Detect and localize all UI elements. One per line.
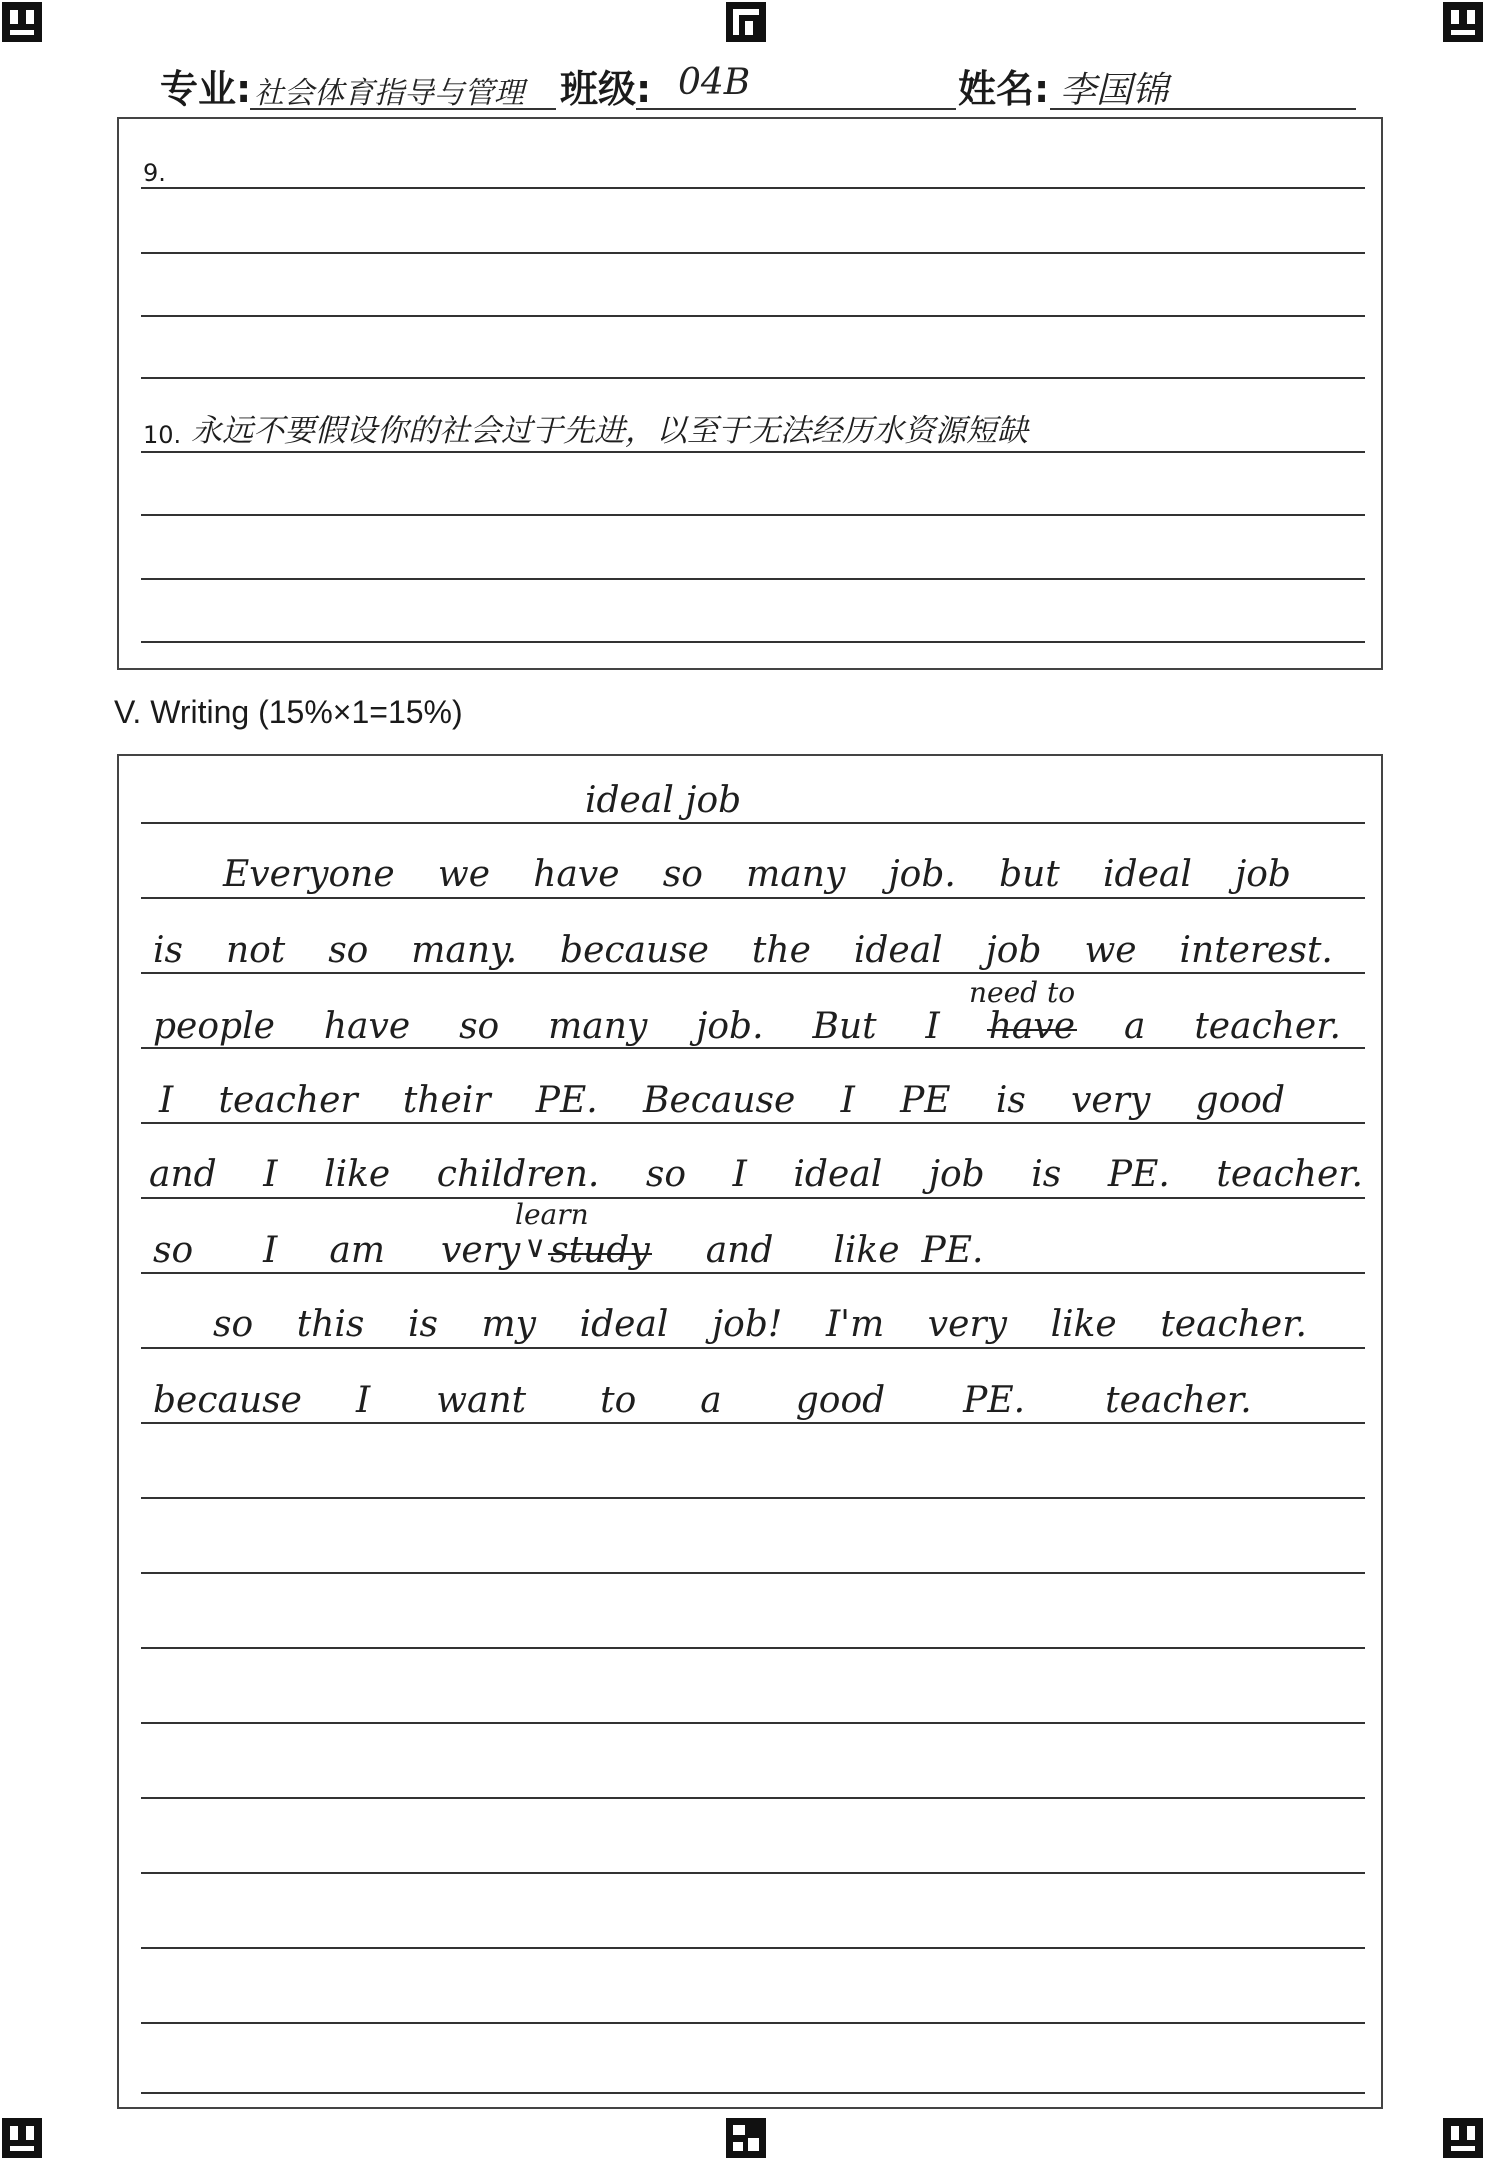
essay-word: because [560, 930, 709, 971]
answer-line [141, 377, 1365, 379]
writing-answer-box [117, 754, 1383, 2109]
registration-marker-bottom-center [726, 2118, 766, 2158]
essay-word: so [459, 1006, 500, 1047]
essay-word: I [925, 1006, 940, 1047]
insertion-need-to: need to [969, 976, 1076, 1009]
essay-line-5 [149, 1154, 1363, 1195]
writing-line [141, 1722, 1365, 1724]
essay-word: good [1195, 1080, 1285, 1121]
essay-word: job [928, 1154, 985, 1195]
registration-marker-top-center [726, 2, 766, 42]
essay-word: is [407, 1304, 438, 1345]
essay-word: PE [900, 1080, 951, 1121]
essay-word: so [328, 930, 369, 971]
essay-word: job [1235, 854, 1291, 895]
essay-title: ideal job [585, 780, 742, 821]
essay-word: this [296, 1304, 365, 1345]
major-value: 社会体育指导与管理 [254, 76, 524, 111]
essay-word: and [705, 1230, 774, 1271]
essay-word: so [662, 854, 703, 895]
essay-word: have [533, 854, 620, 895]
answer-line [141, 315, 1365, 317]
struck-word-study: study [550, 1230, 650, 1271]
essay-word: I [263, 1154, 278, 1195]
answer-line [141, 187, 1365, 189]
writing-line [141, 1947, 1365, 1949]
essay-line-4 [159, 1080, 1285, 1121]
essay-word: want [436, 1380, 527, 1421]
essay-word: a [1123, 1006, 1146, 1047]
writing-section-title: V. Writing (15%×1=15%) [114, 694, 463, 730]
essay-word: Because [642, 1080, 796, 1121]
essay-line-8 [153, 1380, 1252, 1421]
name-value: 李国锦 [1060, 70, 1169, 111]
registration-marker-top-left [2, 2, 42, 42]
essay-word: ideal [579, 1304, 669, 1345]
writing-line [141, 1347, 1365, 1349]
registration-marker-top-right [1443, 2, 1483, 42]
struck-word-have: have [988, 1006, 1075, 1047]
answer-line [141, 641, 1365, 643]
writing-line [141, 822, 1365, 824]
essay-word: is [995, 1080, 1026, 1121]
essay-word: is [153, 930, 183, 971]
insertion-caret-icon: ∨ [524, 1230, 547, 1265]
essay-word: like [833, 1230, 900, 1271]
writing-line [141, 1572, 1365, 1574]
question-number-9: 9. [143, 159, 166, 187]
essay-word: so [153, 1230, 194, 1271]
translation-answer-box [117, 117, 1383, 670]
student-info-header [158, 50, 1358, 120]
essay-word: job. [696, 1006, 764, 1047]
essay-word: we [1084, 930, 1137, 971]
essay-word: many [548, 1006, 648, 1047]
essay-word: am [329, 1230, 385, 1271]
answer-line [141, 514, 1365, 516]
writing-line [141, 2022, 1365, 2024]
essay-word: ideal [853, 930, 943, 971]
essay-word: like [1050, 1304, 1117, 1345]
essay-line-6 [153, 1230, 984, 1271]
essay-line-3 [153, 1006, 1341, 1047]
writing-line [141, 1272, 1365, 1274]
writing-line [141, 1047, 1365, 1049]
essay-word: and [149, 1154, 217, 1195]
registration-marker-bottom-left [2, 2118, 42, 2158]
essay-word: ideal [793, 1154, 883, 1195]
essay-word: very [927, 1304, 1007, 1345]
answer-line [141, 578, 1365, 580]
essay-word: PE. [963, 1380, 1026, 1421]
writing-line [141, 1422, 1365, 1424]
name-label: 姓名: [958, 67, 1050, 111]
essay-line-2 [153, 930, 1333, 971]
essay-word: like [324, 1154, 391, 1195]
essay-word: very [1071, 1080, 1151, 1121]
essay-word: teacher. [1194, 1006, 1341, 1047]
essay-word: so [645, 1154, 687, 1195]
writing-line [141, 972, 1365, 974]
essay-word: job! [712, 1304, 783, 1345]
major-label: 专业: [160, 67, 252, 111]
essay-word: their [402, 1080, 491, 1121]
essay-word: teacher. [1160, 1304, 1307, 1345]
insertion-learn: learn [515, 1198, 589, 1231]
essay-word: is [1031, 1154, 1062, 1195]
essay-line-1 [223, 854, 1291, 895]
writing-line [141, 1872, 1365, 1874]
essay-word: PE. [1107, 1154, 1170, 1195]
writing-line [141, 1197, 1365, 1199]
essay-word: so [213, 1304, 254, 1345]
registration-marker-bottom-right [1443, 2118, 1483, 2158]
essay-word: children. [436, 1154, 600, 1195]
writing-line [141, 1497, 1365, 1499]
essay-word: teacher. [1105, 1380, 1252, 1421]
essay-word: I [159, 1080, 174, 1121]
essay-word: I [840, 1080, 855, 1121]
question-number-10: 10. [143, 421, 182, 449]
essay-word: very [441, 1230, 521, 1271]
essay-word: my [481, 1304, 537, 1345]
essay-word: many. [411, 930, 518, 971]
essay-word: teacher. [1216, 1154, 1363, 1195]
writing-line [141, 897, 1365, 899]
answer-line [141, 252, 1365, 254]
essay-word: I [732, 1154, 747, 1195]
essay-word: we [437, 854, 490, 895]
essay-word: teacher [218, 1080, 358, 1121]
essay-word: job. [888, 854, 956, 895]
essay-word: the [751, 930, 811, 971]
essay-word: I [355, 1380, 371, 1421]
writing-line [141, 2092, 1365, 2094]
writing-line [141, 1797, 1365, 1799]
essay-line-7 [213, 1304, 1307, 1345]
class-value: 04B [678, 62, 751, 103]
essay-word: job [985, 930, 1042, 971]
essay-word: PE. [535, 1080, 598, 1121]
essay-word: But [812, 1006, 877, 1047]
essay-word: I'm [825, 1304, 885, 1345]
major-underline [250, 108, 556, 110]
writing-line [141, 1647, 1365, 1649]
essay-word: have [323, 1006, 411, 1047]
essay-word: Everyone [223, 854, 395, 895]
essay-word: a [700, 1380, 722, 1421]
class-underline [636, 108, 956, 110]
writing-line [141, 1122, 1365, 1124]
essay-word: PE. [921, 1230, 984, 1271]
essay-word: interest. [1179, 930, 1333, 971]
essay-word: to [600, 1380, 637, 1421]
class-label: 班级: [560, 67, 652, 111]
essay-word: many [746, 854, 846, 895]
name-underline [1050, 108, 1356, 110]
essay-word: because [153, 1380, 302, 1421]
essay-word: I [263, 1230, 278, 1271]
question-answer-10: 永远不要假设你的社会过于先进，以至于无法经历水资源短缺 [191, 413, 1028, 449]
essay-word: but [999, 854, 1060, 895]
essay-word: not [225, 930, 286, 971]
essay-word: good [795, 1380, 886, 1421]
answer-line [141, 451, 1365, 453]
essay-word: people [153, 1006, 275, 1047]
essay-word: ideal [1103, 854, 1192, 895]
